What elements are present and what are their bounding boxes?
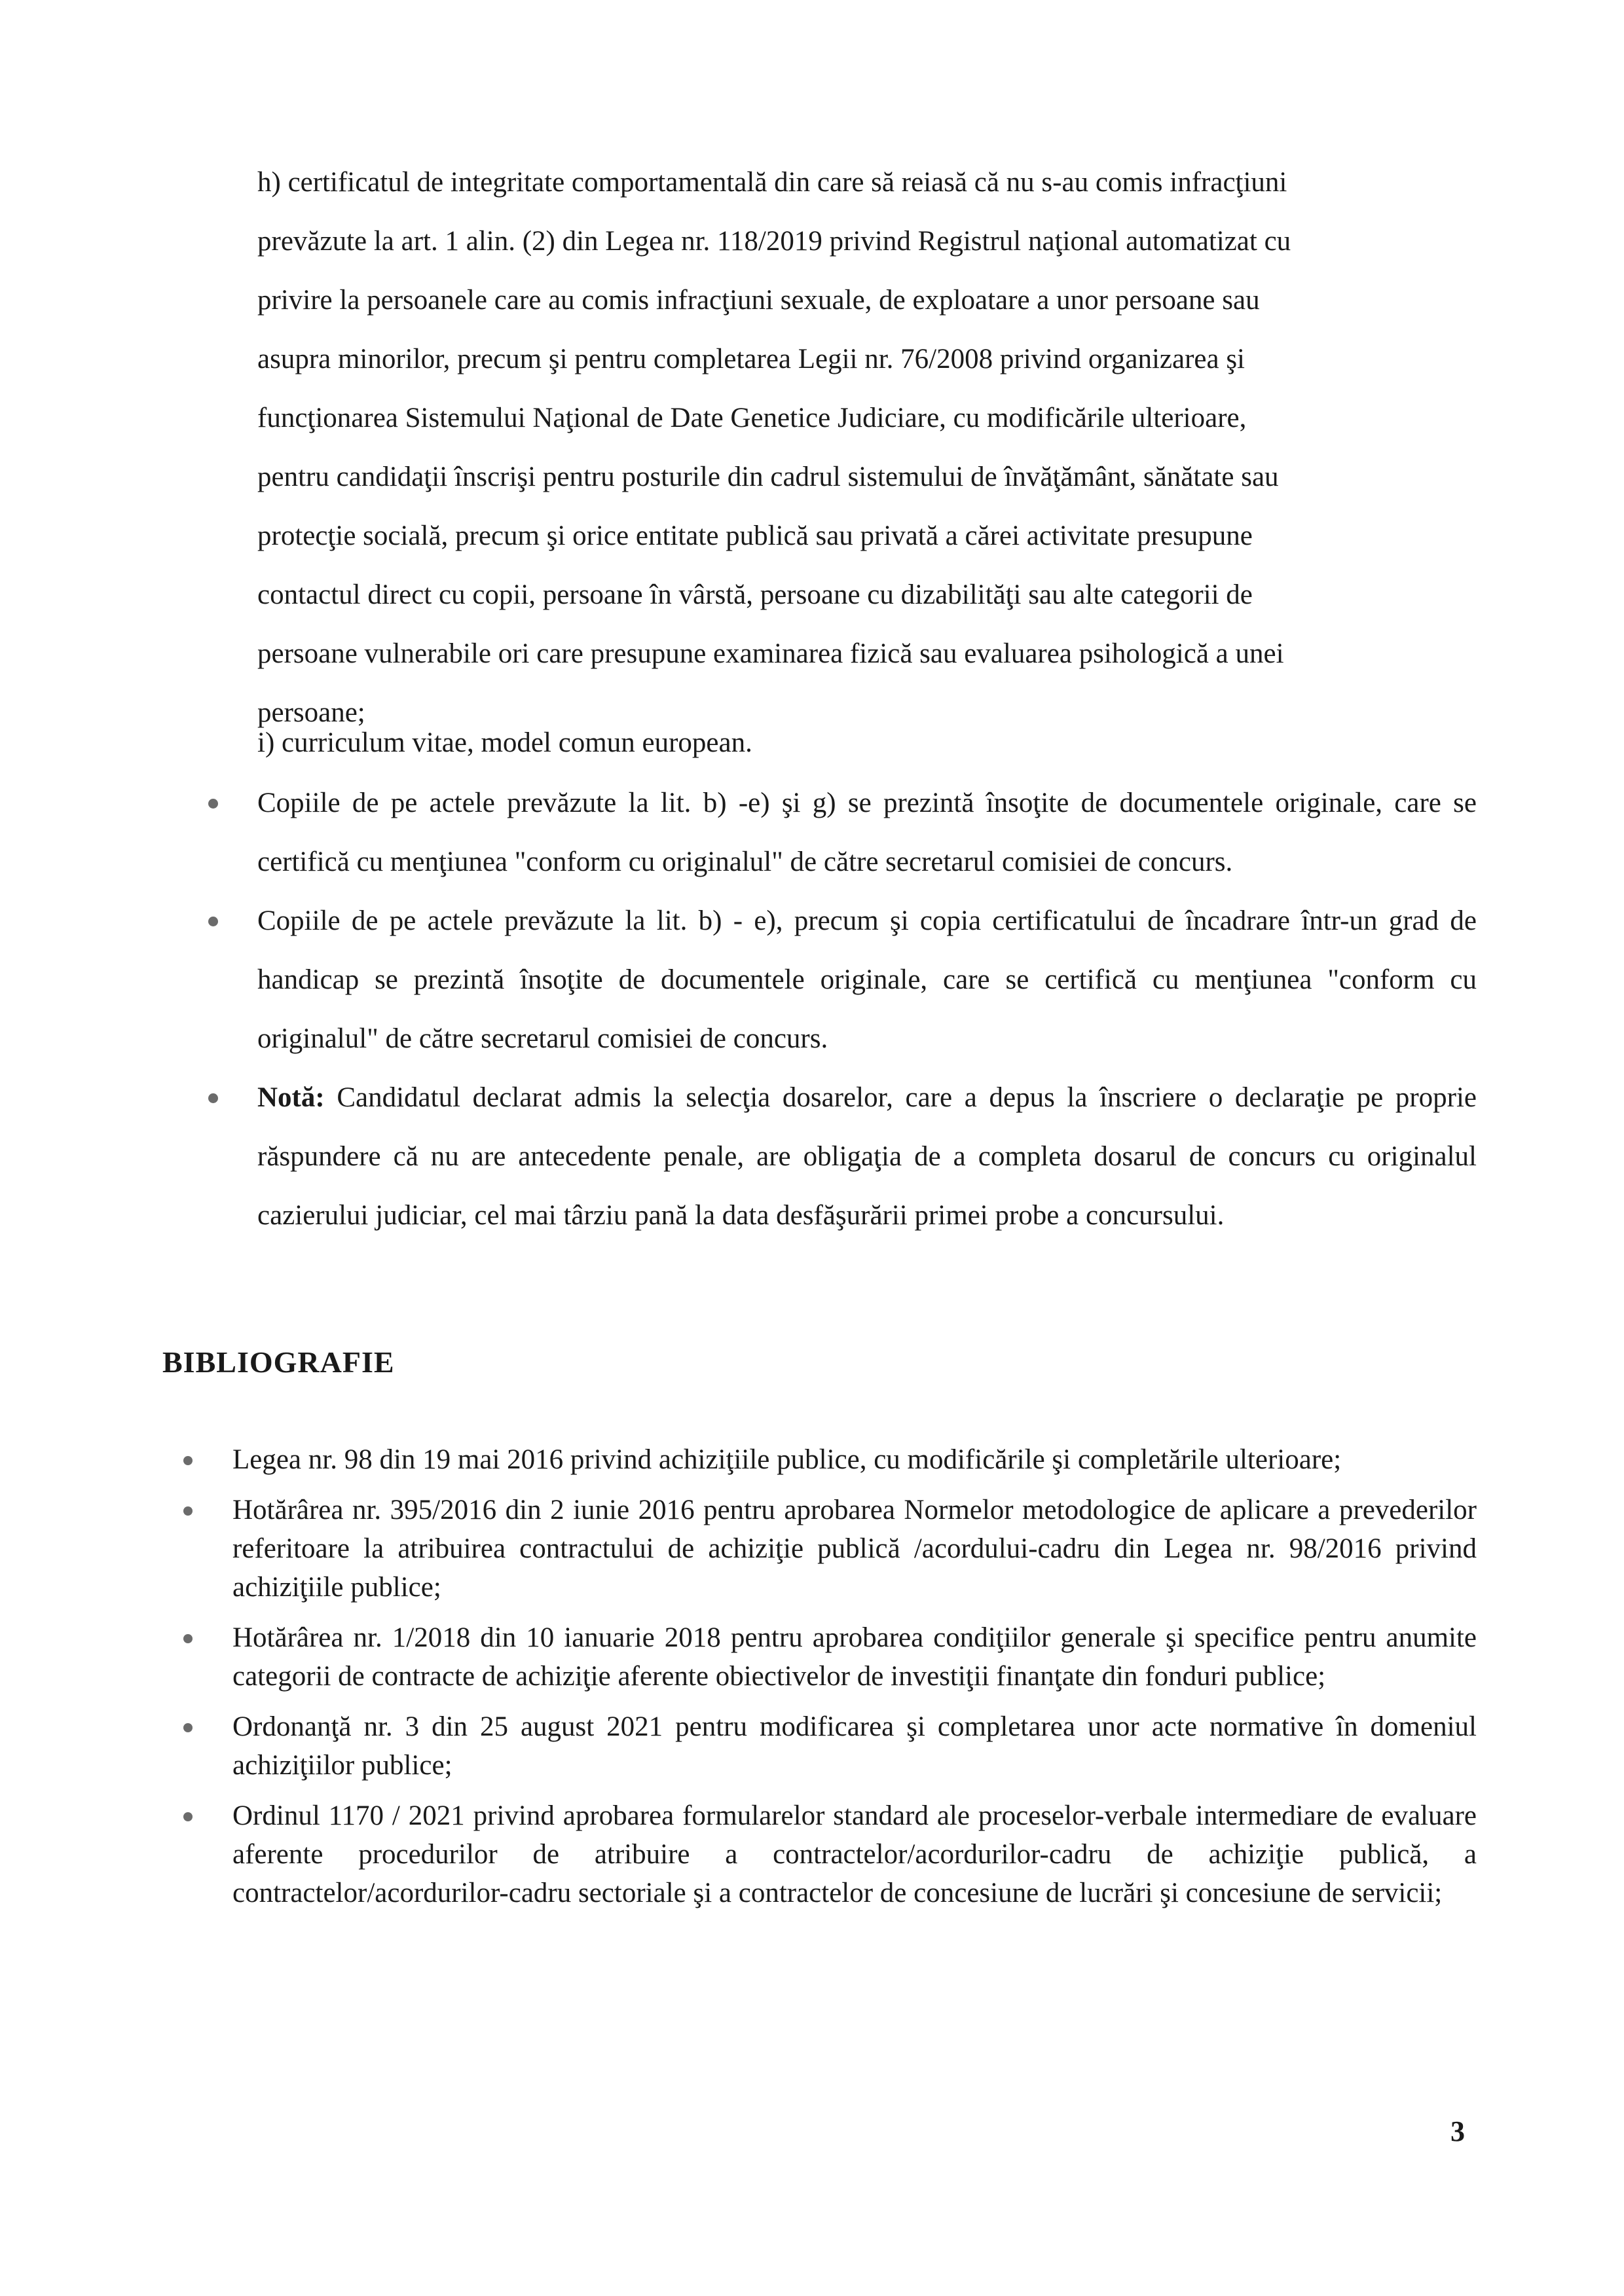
bibliography-entry: Hotărârea nr. 1/2018 din 10 ianuarie 2018 pentru aprobarea condiţiilor generale şi specifice pentru anumite categorii de contracte de achiziţie aferente obiectivelor de investiţii finanţate din fonduri publice; — [232, 1622, 1477, 1692]
item-h-line: persoane; — [257, 697, 365, 728]
item-h-line: funcţionarea Sistemului Naţional de Date Genetice Judiciare, cu modificările ulterioare, — [257, 403, 1247, 433]
bibliography-entry: Hotărârea nr. 395/2016 din 2 iunie 2016 pentru aprobarea Normelor metodologice de aplicare a prevederilor referitoare la atribuirea contractului de achiziţie publică /acordului-cadru din Legea nr. 98/2016 privind achiziţiile publice; — [232, 1495, 1477, 1603]
bullet-icon — [208, 1093, 218, 1103]
bullet-icon — [183, 1456, 193, 1465]
bullet-icon — [183, 1812, 193, 1821]
item-h-line: protecţie socială, precum şi orice entitate publică sau privată a cărei activitate presupune — [257, 520, 1253, 551]
list-item — [196, 1068, 1477, 1245]
bullet-icon — [183, 1506, 193, 1516]
bullet-text: Copiile de pe actele prevăzute la lit. b) -e) şi g) se prezintă însoţite de documentele originale, care se certifică cu menţiunea "conform cu originalul" de către secretarul comisiei de concurs. — [257, 788, 1477, 877]
bullet-icon — [183, 1634, 193, 1643]
item-h-line: pentru candidaţii înscrişi pentru posturile din cadrul sistemului de învăţământ, sănătate sau — [257, 462, 1279, 492]
list-item — [167, 1440, 1477, 1479]
item-h-paragraph — [257, 153, 1477, 742]
page-number: 3 — [1450, 2115, 1465, 2147]
bibliography-list — [167, 1440, 1477, 1924]
item-h-line: prevăzute la art. 1 alin. (2) din Legea nr. 118/2019 privind Registrul naţional automatizat cu — [257, 226, 1291, 257]
bullet-icon — [208, 917, 218, 926]
item-h-line: asupra minorilor, precum şi pentru completarea Legii nr. 76/2008 privind organizarea şi — [257, 344, 1246, 374]
list-item — [167, 1707, 1477, 1785]
bibliography-entry: Ordinul 1170 / 2021 privind aprobarea formularelor standard ale proceselor-verbale intermediare de evaluare aferente procedurilor de atribuire a contractelor/acordurilor-cadru de achiziţie publică, a contractelor/acordurilor-cadru sectoriale şi a contractelor de concesiune de lucrări şi concesiune de servicii; — [232, 1800, 1477, 1908]
list-item — [196, 774, 1477, 892]
item-h-line: persoane vulnerabile ori care presupune examinarea fizică sau evaluarea psihologică a unei — [257, 638, 1284, 669]
bullet-text: Candidatul declarat admis la selecţia dosarelor, care a depus la înscriere o declaraţie pe proprie răspundere că nu are antecedente penale, are obligaţia de a completa dosarul de concurs cu originalul cazierului judiciar, cel mai târziu pană la data desfăşurării primei probe a concursului. — [257, 1082, 1477, 1231]
note-label: Notă: — [257, 1082, 325, 1113]
list-item — [196, 892, 1477, 1068]
item-h-line: privire la persoanele care au comis infracţiuni sexuale, de exploatare a unor persoane sau — [257, 285, 1260, 316]
bibliography-entry: Ordonanţă nr. 3 din 25 august 2021 pentru modificarea şi completarea unor acte normative în domeniul achiziţiilor publice; — [232, 1711, 1477, 1781]
item-i-paragraph: i) curriculum vitae, model comun european. — [257, 727, 752, 758]
item-h-line: contactul direct cu copii, persoane în vârstă, persoane cu dizabilităţi sau alte categorii de — [257, 579, 1253, 610]
list-item — [167, 1796, 1477, 1912]
item-h-line: h) certificatul de integritate comportamentală din care să reiasă că nu s-au comis infracţiuni — [257, 167, 1287, 198]
list-item — [167, 1618, 1477, 1696]
bibliography-title: BIBLIOGRAFIE — [162, 1345, 395, 1379]
bullet-text: Copiile de pe actele prevăzute la lit. b) - e), precum şi copia certificatului de încadrare într-un grad de handicap se prezintă însoţite de documentele originale, care se certifică cu menţiunea "conform cu originalul" de către secretarul comisiei de concurs. — [257, 905, 1477, 1054]
list-item — [167, 1491, 1477, 1607]
requirements-bullet-list — [196, 774, 1477, 1245]
bibliography-entry: Legea nr. 98 din 19 mai 2016 privind achiziţiile publice, cu modificările şi completările ulterioare; — [232, 1444, 1342, 1475]
bullet-icon — [208, 799, 218, 809]
bullet-icon — [183, 1723, 193, 1732]
